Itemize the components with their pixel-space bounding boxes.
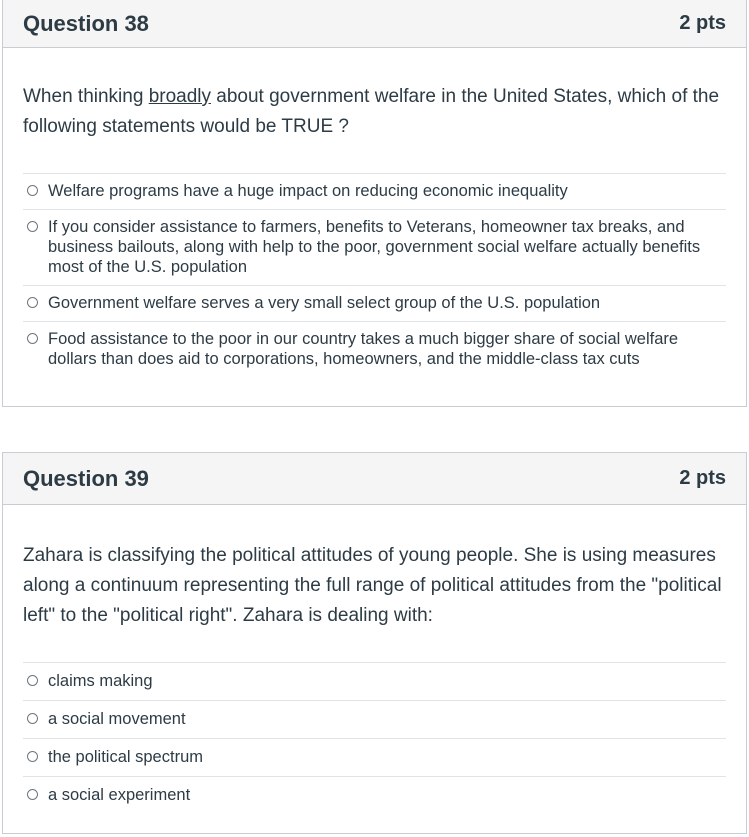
question-text-start: When thinking: [23, 86, 149, 107]
question-text-emphasis: broadly: [148, 86, 212, 107]
question-body: [3, 82, 746, 377]
radio-button[interactable]: [27, 221, 38, 232]
question-text-end: about government welfare in the United States, which of the following statements would be TRUE ?: [23, 86, 720, 137]
question-header: [3, 0, 746, 48]
question-body: [3, 541, 746, 814]
answer-label: the political spectrum: [48, 748, 203, 766]
answer-label: Food assistance to the poor in our country takes a much bigger share of social welfare dollars than does aid to corporations, homeowners, and the middle-class tax cuts: [48, 330, 679, 368]
radio-button[interactable]: [27, 333, 38, 344]
question-title: Question 39: [23, 465, 149, 491]
answer-option[interactable]: [23, 174, 726, 210]
question-points: 2 pts: [679, 12, 726, 34]
answer-option[interactable]: [23, 739, 726, 777]
answer-option[interactable]: [23, 322, 726, 377]
question-38: [2, 0, 747, 407]
answer-label: claims making: [48, 672, 153, 690]
answer-option[interactable]: [23, 663, 726, 701]
answer-list: [23, 662, 726, 814]
answer-label: Government welfare serves a very small select group of the U.S. population: [48, 294, 601, 312]
answer-label: If you consider assistance to farmers, benefits to Veterans, homeowner tax breaks, and business bailouts, along with help to the poor, government social welfare actually benefits most of the U.S. population: [48, 218, 701, 276]
answer-option[interactable]: [23, 210, 726, 286]
question-text: [23, 82, 726, 142]
question-header: [3, 453, 746, 505]
radio-button[interactable]: [27, 185, 38, 196]
question-text: Zahara is classifying the political attitudes of young people. She is using measures along a continuum representing the full range of political attitudes from the "political left" to the "political right". Zahara is dealing with:: [23, 545, 722, 626]
radio-button[interactable]: [27, 789, 38, 800]
answer-label: a social experiment: [48, 786, 191, 804]
question-title: Question 38: [23, 10, 149, 36]
answer-label: a social movement: [48, 710, 186, 728]
answer-option[interactable]: [23, 777, 726, 814]
radio-button[interactable]: [27, 713, 38, 724]
answer-option[interactable]: [23, 286, 726, 322]
answer-option[interactable]: [23, 701, 726, 739]
question-39: [2, 452, 747, 834]
radio-button[interactable]: [27, 297, 38, 308]
answer-label: Welfare programs have a huge impact on reducing economic inequality: [48, 182, 568, 200]
radio-button[interactable]: [27, 675, 38, 686]
radio-button[interactable]: [27, 751, 38, 762]
question-points: 2 pts: [679, 467, 726, 489]
answer-list: [23, 173, 726, 377]
